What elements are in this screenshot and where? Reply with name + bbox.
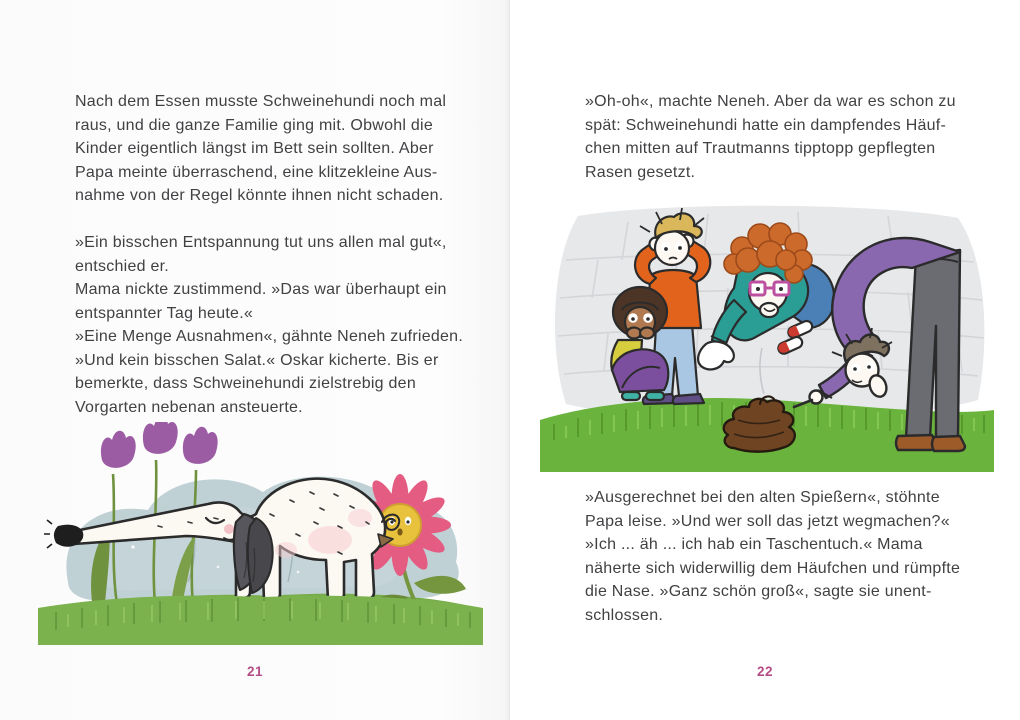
- right-paragraph-1: »Oh-oh«, machte Neneh. Aber da war es schon zu spät: Schweinehundi hatte ein dampfendes Häuf- chen mitten auf Trautmanns tipptopp gepflegten Rasen gesetzt.: [585, 93, 956, 181]
- page-number-right: 22: [756, 664, 774, 679]
- right-paragraph-2: »Ausgerechnet bei den alten Spießern«, stöhnte Papa leise. »Und wer soll das jetzt wegmachen?« »Ich ... äh ... ich hab ein Taschentuch.« Mama näherte sich widerwillig dem Häufchen und rümpfte die Nase. »Ganz schön groß«, sagte sie unent- schlossen.: [585, 489, 961, 624]
- page-right: [510, 0, 1020, 720]
- left-illustration: [38, 422, 483, 645]
- left-paragraph-1: Nach dem Essen musste Schweinehundi noch mal raus, und die ganze Familie ging mit. Obwohl die Kinder eigentlich längst im Bett sein sollten. Aber Papa meinte überraschend, eine klitzekleine Aus- nahme von der Regel könnte ihnen nicht schaden.: [75, 93, 447, 204]
- left-paragraph-2: »Ein bisschen Entspannung tut uns allen mal gut«, entschied er. Mama nickte zustimmend. »Das war überhaupt ein entspannter Tag heute.« »Eine Menge Ausnahmen«, gähnte Neneh zufrieden. »Und kein bisschen Salat.« Oskar kicherte. Bis er bemerkte, dass Schweinehundi zielstrebig den Vorgarten nebenan ansteuerte.: [75, 234, 464, 416]
- right-illustration: [538, 198, 996, 472]
- page-number-left: 21: [246, 664, 264, 679]
- foreground-grass: [38, 596, 483, 645]
